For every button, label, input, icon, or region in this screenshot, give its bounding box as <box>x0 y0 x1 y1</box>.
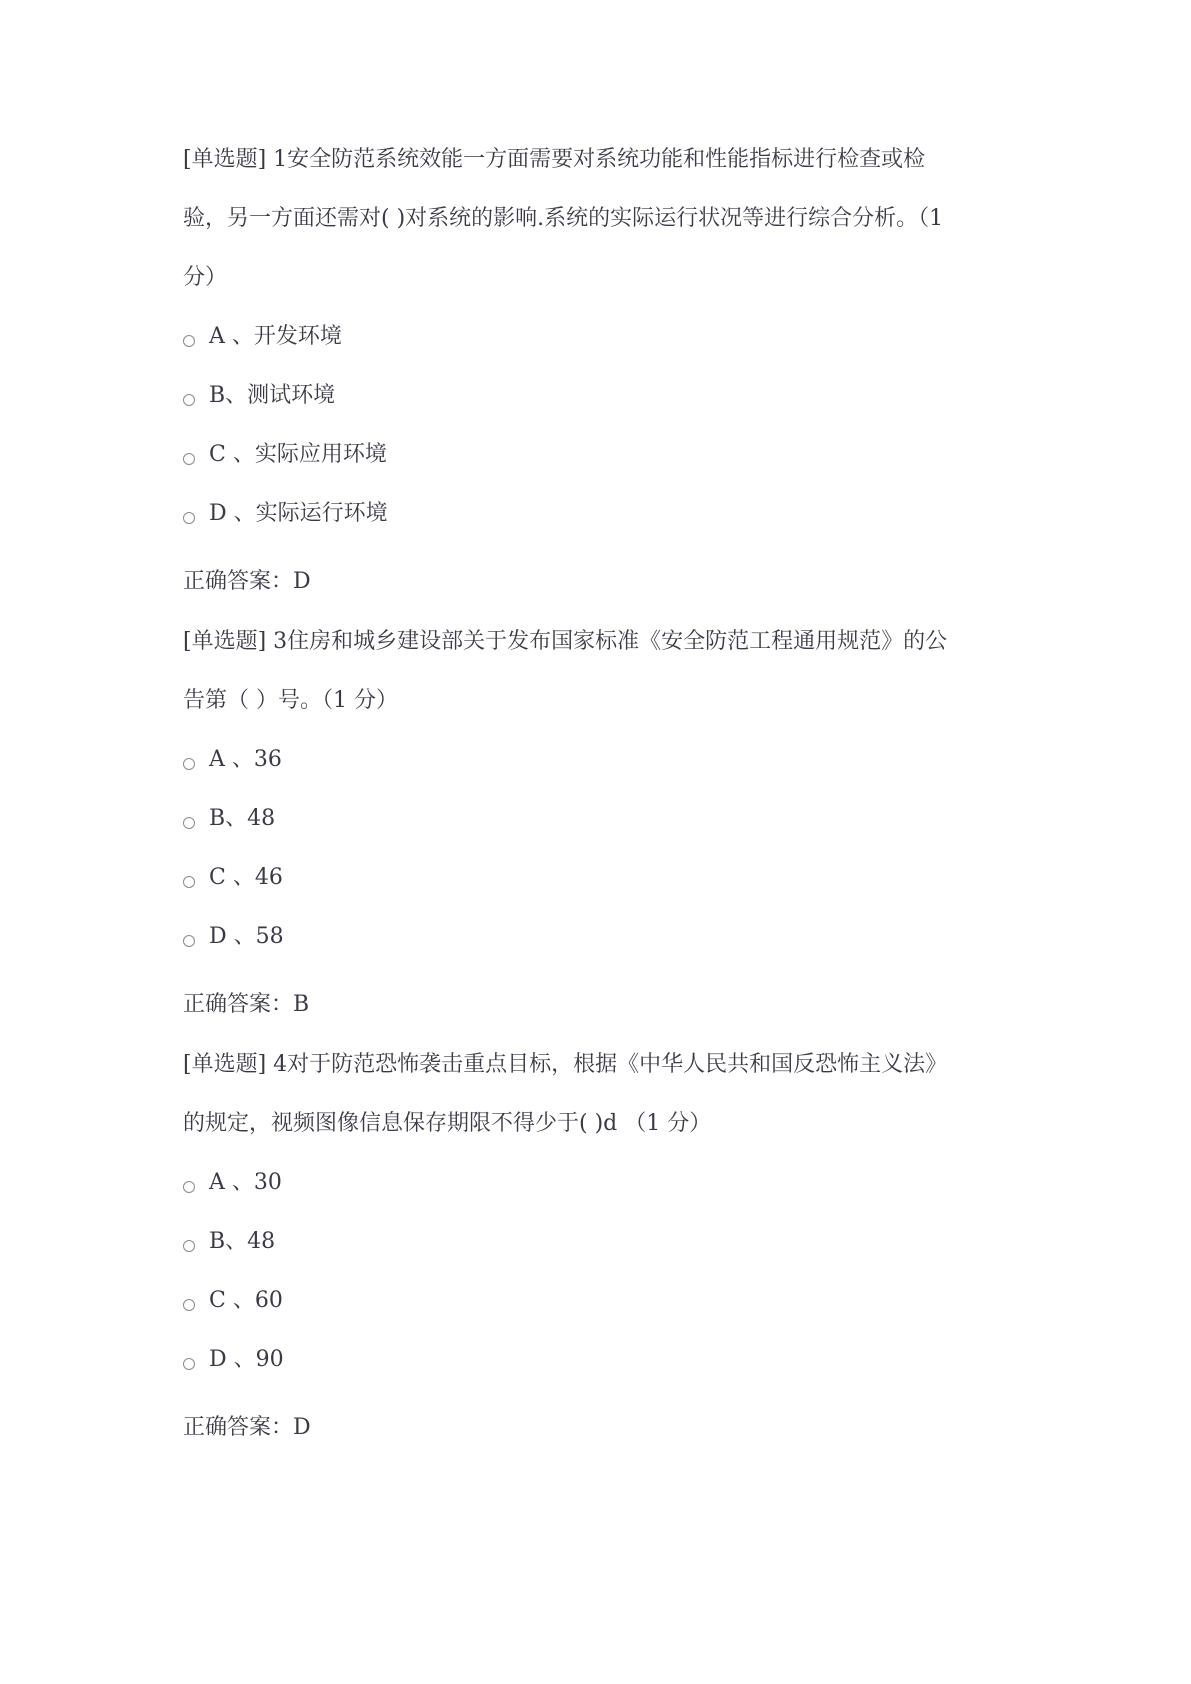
radio-icon[interactable] <box>183 1181 195 1193</box>
option-label: A 、36 <box>209 747 282 772</box>
question-2-line-1: [单选题] 3住房和城乡建设部关于发布国家标准《安全防范工程通用规范》的公 <box>183 629 948 654</box>
radio-icon[interactable] <box>183 758 195 770</box>
question-2-option-c[interactable] <box>183 863 283 893</box>
question-3-option-a[interactable] <box>183 1168 282 1198</box>
option-label: A 、30 <box>209 1170 282 1195</box>
question-2-option-d[interactable] <box>183 922 284 952</box>
radio-icon[interactable] <box>183 1240 195 1252</box>
question-1-option-d[interactable] <box>183 499 388 529</box>
radio-icon[interactable] <box>183 876 195 888</box>
question-1-option-a[interactable] <box>183 322 342 352</box>
question-1-option-b[interactable] <box>183 381 335 411</box>
question-3-option-d[interactable] <box>183 1345 284 1375</box>
question-1-line-1: [单选题] 1安全防范系统效能一方面需要对系统功能和性能指标进行检查或检 <box>183 147 926 172</box>
question-1-answer: 正确答案：D <box>183 569 311 594</box>
question-1-option-c[interactable] <box>183 440 387 470</box>
option-label: D 、58 <box>209 924 284 949</box>
radio-icon[interactable] <box>183 394 195 406</box>
option-label: D 、90 <box>209 1347 284 1372</box>
question-2-line-2: 告第（ ）号。（1 分） <box>183 688 398 713</box>
option-label: A 、开发环境 <box>209 324 342 349</box>
option-label: C 、60 <box>209 1288 283 1313</box>
radio-icon[interactable] <box>183 453 195 465</box>
question-3-option-c[interactable] <box>183 1286 283 1316</box>
radio-icon[interactable] <box>183 1299 195 1311</box>
radio-icon[interactable] <box>183 935 195 947</box>
question-1-line-3: 分） <box>183 265 228 290</box>
question-1-line-2: 验，另一方面还需对( )对系统的影响.系统的实际运行状况等进行综合分析。（1 <box>183 206 944 231</box>
question-3-line-1: [单选题] 4对于防范恐怖袭击重点目标，根据《中华人民共和国反恐怖主义法》 <box>183 1052 948 1077</box>
option-label: C 、46 <box>209 865 283 890</box>
radio-icon[interactable] <box>183 1358 195 1370</box>
option-label: B、测试环境 <box>209 383 336 408</box>
option-label: B、48 <box>209 806 276 831</box>
question-2-option-b[interactable] <box>183 804 275 834</box>
question-3-line-2: 的规定，视频图像信息保存期限不得少于( )d （1 分） <box>183 1111 712 1136</box>
question-3-answer: 正确答案：D <box>183 1415 311 1440</box>
question-2-answer: 正确答案：B <box>183 992 310 1017</box>
option-label: D 、实际运行环境 <box>209 501 388 526</box>
option-label: C 、实际应用环境 <box>209 442 387 467</box>
question-2-option-a[interactable] <box>183 745 282 775</box>
radio-icon[interactable] <box>183 335 195 347</box>
radio-icon[interactable] <box>183 512 195 524</box>
question-3-option-b[interactable] <box>183 1227 275 1257</box>
radio-icon[interactable] <box>183 817 195 829</box>
option-label: B、48 <box>209 1229 276 1254</box>
